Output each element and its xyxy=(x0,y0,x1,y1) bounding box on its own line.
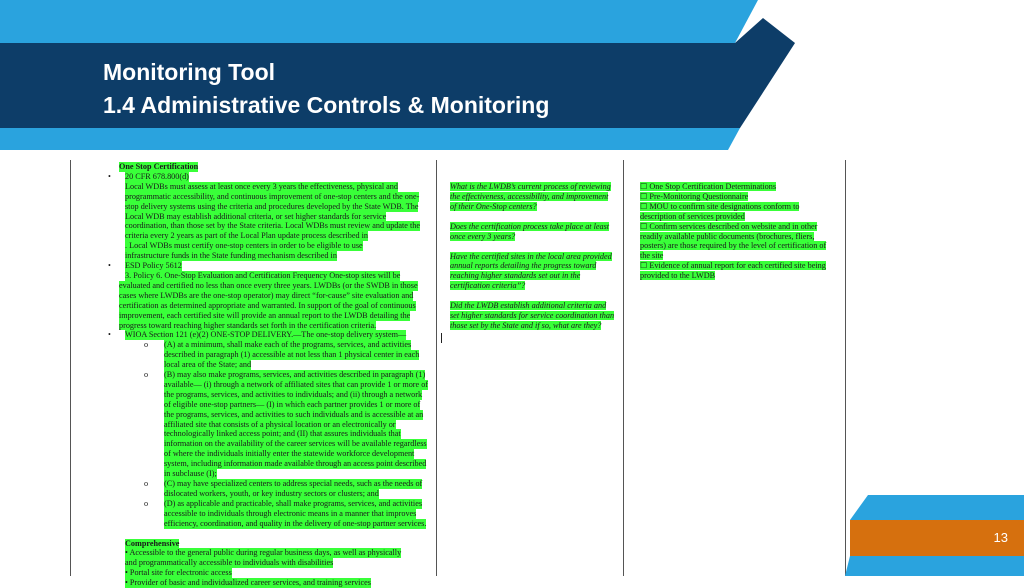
evidence-text: provided to the LWDB xyxy=(640,271,716,281)
requirement-text: • Portal site for electronic access xyxy=(125,568,232,578)
requirement-line xyxy=(108,529,430,539)
requirement-line xyxy=(108,251,430,261)
evidence-line xyxy=(640,251,838,261)
requirement-text: coordination, than those set by the State criteria. Local WDBs must review and update the xyxy=(125,221,420,231)
requirement-line xyxy=(108,231,430,241)
requirement-line xyxy=(108,202,430,212)
requirement-text: (A) at a minimum, shall make each of the programs, services, and activities xyxy=(164,340,412,350)
requirement-text: progress toward reaching higher standards set forth in the certification criteria. xyxy=(119,320,377,330)
evidence-column xyxy=(640,182,838,281)
requirement-line xyxy=(108,221,430,231)
review-question-line xyxy=(450,252,622,262)
requirement-line xyxy=(108,301,430,311)
requirement-text: the programs, services, and activities to such individuals and is accessible at an xyxy=(164,409,424,419)
review-question-text: Have the certified sites in the local area provided xyxy=(450,251,612,261)
review-question-line xyxy=(450,182,622,192)
review-question-text: annual reports detailing the progress toward xyxy=(450,261,597,271)
requirement-text: efficiency, coordination, and quality in the delivery of one-stop partner services. xyxy=(164,518,427,528)
evidence-text: the site xyxy=(640,251,664,261)
requirement-text: • Accessible to the general public during regular business days, as well as physically xyxy=(125,548,402,558)
review-question-text: those set by the State and if so, what are they? xyxy=(450,320,602,330)
requirement-text: • Provider of basic and individualized career services, and training services xyxy=(125,578,371,588)
list-marker: o xyxy=(144,340,149,350)
evidence-line xyxy=(640,182,838,192)
text-cursor xyxy=(441,333,442,343)
requirement-text: dislocated workers, youth, or key industry sectors or clusters; and xyxy=(164,488,379,498)
evidence-text: ☐ One Stop Certification Determinations xyxy=(640,182,777,191)
requirement-line xyxy=(108,350,430,360)
review-question-line xyxy=(450,271,622,281)
requirement-text: ESD Policy 5612 xyxy=(125,261,182,271)
requirement-text: criteria every 2 years as part of the Local Plan update process described in xyxy=(125,231,369,241)
requirement-line xyxy=(108,558,430,568)
requirement-line xyxy=(108,360,430,370)
requirement-text: information on the availability of the career services will be available regardless xyxy=(164,439,427,449)
requirement-text: of where the individuals initially enter the statewide workforce development xyxy=(164,449,415,459)
requirement-text: described in paragraph (1) accessible at not less than 1 physical center in each xyxy=(164,350,420,360)
requirements-column xyxy=(108,162,430,588)
requirement-line xyxy=(108,400,430,410)
review-question-line xyxy=(450,192,622,202)
review-question-text: Did the LWDB establish additional criteria and xyxy=(450,301,607,311)
evidence-line xyxy=(640,212,838,222)
table-divider-2 xyxy=(623,160,624,576)
requirement-text: the programs, services, and activities to individuals; and (ii) through a network xyxy=(164,389,423,399)
requirement-text: One Stop Certification xyxy=(119,162,199,171)
requirement-text: Local WDBs must assess at least once every 3 years the effectiveness, physical and xyxy=(125,181,398,191)
requirement-line xyxy=(108,321,430,331)
review-question-line xyxy=(450,301,622,311)
requirement-text: infrastructure funds in the State funding mechanism described in xyxy=(125,251,337,261)
requirement-text: cases where LWDBs are the one-stop operator) may direct “for-cause” site evaluation and xyxy=(119,290,414,300)
requirement-text: (B) may also make programs, services, and activities described in paragraph (1) xyxy=(164,370,426,380)
evidence-text: ☐ Evidence of annual report for each certified site being xyxy=(640,261,826,271)
requirement-text: local area of the State; and xyxy=(164,360,252,370)
page-number-badge xyxy=(850,520,1024,556)
table-border-left xyxy=(70,160,71,576)
requirement-line xyxy=(108,182,430,192)
slide-title-line2: 1.4 Administrative Controls & Monitoring xyxy=(103,92,550,118)
requirement-line xyxy=(108,380,430,390)
requirement-line xyxy=(108,330,430,340)
requirement-line xyxy=(108,390,430,400)
requirement-line xyxy=(108,291,430,301)
requirement-line xyxy=(108,311,430,321)
requirement-line xyxy=(108,489,430,499)
review-question xyxy=(450,182,622,212)
requirement-line xyxy=(108,410,430,420)
review-question-text: What is the LWDB’s current process of reviewing xyxy=(450,182,611,191)
requirement-text: improvement, each certified site will provide an annual report to the LWDB detailing the xyxy=(119,310,411,320)
requirement-text: accessible to individuals through electronic means in a manner that improves xyxy=(164,508,417,518)
requirement-line xyxy=(108,271,430,281)
requirement-line xyxy=(108,578,430,588)
requirement-line xyxy=(108,548,430,558)
evidence-text: ☐ MOU to confirm site designations conform to xyxy=(640,201,800,211)
evidence-text: ☐ Confirm services described on website and in other xyxy=(640,221,818,231)
review-question-text: certification criteria”? xyxy=(450,281,526,291)
requirement-line xyxy=(108,420,430,430)
requirement-text: WIOA Section 121 (e)(2) ONE-STOP DELIVERY.—The one-stop delivery system— xyxy=(125,330,407,340)
review-question-line xyxy=(450,311,622,321)
requirement-text: programmatic accessibility, and continuous improvement of one-stop centers and the one- xyxy=(125,191,420,201)
requirement-line xyxy=(108,459,430,469)
requirement-text: 20 CFR 678.800(d) xyxy=(125,171,189,181)
requirement-line xyxy=(108,340,430,350)
evidence-text: description of services provided xyxy=(640,211,745,221)
requirement-line xyxy=(108,429,430,439)
requirement-line xyxy=(108,449,430,459)
review-question-text: of their One-Stop centers? xyxy=(450,201,537,211)
list-marker: • xyxy=(108,261,111,271)
requirement-line xyxy=(108,439,430,449)
evidence-line xyxy=(640,261,838,271)
requirement-text: evaluated and certified no less than once every three years. LWDBs (or the SWDB in those xyxy=(119,280,418,290)
review-question xyxy=(450,301,622,331)
requirement-line xyxy=(108,469,430,479)
requirement-text: technologically linked access point; and (II) that assures individuals that xyxy=(164,429,401,439)
evidence-line xyxy=(640,241,838,251)
review-question-line xyxy=(450,321,622,331)
requirement-text: 3. Policy 6. One-Stop Evaluation and Certification Frequency One-stop sites will be xyxy=(125,270,401,280)
requirement-text: (D) as applicable and practicable, shall make programs, services, and activities xyxy=(164,498,423,508)
review-question-text: the effectiveness, accessibility, and improvement xyxy=(450,191,609,201)
requirement-text: system, including information made available through an access point described xyxy=(164,459,427,469)
review-question-text: once every 3 years? xyxy=(450,231,516,241)
review-question xyxy=(450,252,622,292)
requirement-line xyxy=(108,241,430,251)
questions-column xyxy=(450,182,622,341)
list-marker: • xyxy=(108,330,111,340)
requirement-line xyxy=(108,499,430,509)
slide-title-line1: Monitoring Tool xyxy=(103,59,276,85)
page-number: 13 xyxy=(993,530,1008,545)
requirement-line xyxy=(108,568,430,578)
review-question-text: Does the certification process take place at least xyxy=(450,221,610,231)
requirement-text: of eligible one-stop partners— (I) in which each partner provides 1 or more of xyxy=(164,399,421,409)
list-marker: o xyxy=(144,479,149,488)
requirement-text: Comprehensive xyxy=(125,538,180,548)
review-question-line xyxy=(450,281,622,291)
evidence-text: ☐ Pre-Monitoring Questionnaire xyxy=(640,191,749,201)
list-marker: o xyxy=(144,498,149,508)
requirement-text: in subclause (I); xyxy=(164,469,217,479)
table-divider-1 xyxy=(436,160,437,576)
requirement-text: and programmatically accessible to individuals with disabilities xyxy=(125,558,334,568)
requirement-line xyxy=(108,162,430,172)
requirement-line xyxy=(108,509,430,519)
review-question-text: reaching higher standards set out in the xyxy=(450,271,581,281)
requirement-line xyxy=(108,539,430,549)
requirement-line xyxy=(108,370,430,380)
evidence-line xyxy=(640,271,838,281)
evidence-line xyxy=(640,232,838,242)
review-question-text: set higher standards for service coordination than xyxy=(450,311,615,321)
requirement-text: . Local WDBs must certify one-stop centers in order to be eligible to use xyxy=(125,241,363,251)
review-question xyxy=(450,222,622,242)
review-question-line xyxy=(450,232,622,242)
list-marker: • xyxy=(108,171,111,181)
requirement-line xyxy=(108,172,430,182)
requirement-line xyxy=(108,281,430,291)
requirement-text: stop delivery systems using the criteria and procedures developed by the State WDB. The xyxy=(125,201,419,211)
requirement-text: available— (i) through a network of affiliated sites that can provide 1 or more of xyxy=(164,379,429,389)
requirement-line xyxy=(108,479,430,489)
review-question-line xyxy=(450,202,622,212)
requirement-line xyxy=(108,519,430,529)
evidence-line xyxy=(640,192,838,202)
evidence-text: readily available public documents (brochures, fliers, xyxy=(640,231,815,241)
requirement-text: certification as determined appropriate and warranted. In support of the goal of continuous xyxy=(119,300,416,310)
evidence-line xyxy=(640,222,838,232)
requirement-line xyxy=(108,212,430,222)
review-question-line xyxy=(450,222,622,232)
requirement-line xyxy=(108,261,430,271)
requirement-text: (C) may have specialized centers to address special needs, such as the needs of xyxy=(164,479,423,488)
review-question-line xyxy=(450,261,622,271)
requirement-text: affiliated site that consists of a physical location or an electronically or xyxy=(164,419,396,429)
slide-title xyxy=(103,56,549,122)
evidence-text: posters) are those required by the level of certification of xyxy=(640,241,827,251)
list-marker: o xyxy=(144,370,149,380)
requirement-line xyxy=(108,192,430,202)
requirement-text: Local WDB may establish additional criteria, or set higher standards for service xyxy=(125,211,387,221)
evidence-line xyxy=(640,202,838,212)
